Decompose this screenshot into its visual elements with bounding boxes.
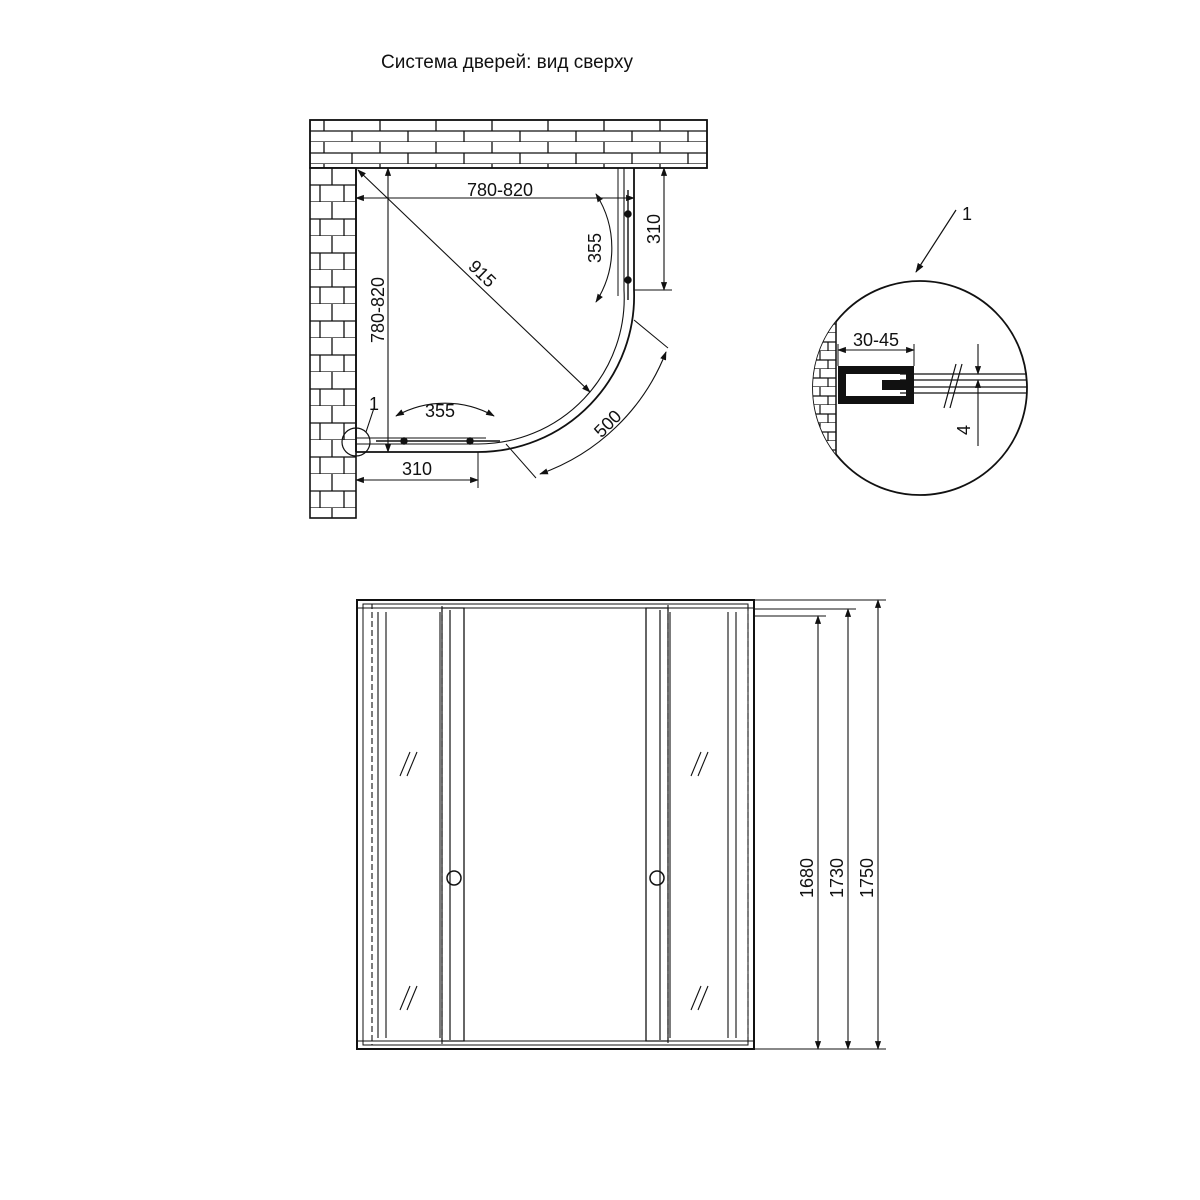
sliding-door-right <box>646 608 668 1041</box>
dim-width-label: 780-820 <box>466 180 534 200</box>
callout-top-view-label: 1 <box>368 394 380 414</box>
diagram-title: Система дверей: вид сверху <box>380 52 633 73</box>
top-wall <box>310 120 707 168</box>
dim-height-total-label: 1750 <box>857 857 877 899</box>
sliding-door-left <box>442 608 464 1041</box>
dim-height-inner <box>797 616 818 1049</box>
dim-height-inner-label: 1680 <box>797 857 817 899</box>
dim-fixed-bottom <box>356 452 478 488</box>
dim-door-arc-top <box>585 194 612 302</box>
dim-fixed-bottom-label: 310 <box>401 459 433 479</box>
wall-profile <box>838 366 914 404</box>
top-view <box>310 120 707 518</box>
dim-door-arc-bottom-label: 355 <box>424 401 456 421</box>
left-wall <box>310 168 356 518</box>
dim-diagonal <box>358 170 590 392</box>
profile-detail <box>800 204 1030 500</box>
dim-width <box>356 180 634 200</box>
dim-height-frame-label: 1730 <box>827 857 847 899</box>
dim-door-arc-top-label: 355 <box>585 232 605 264</box>
shower-enclosure-outline <box>356 168 634 452</box>
left-fixed-panel <box>372 604 442 1045</box>
dim-height-frame <box>827 609 848 1049</box>
dim-arc-length <box>506 320 668 478</box>
dim-fixed-right <box>634 168 672 290</box>
dim-arc-length-label: 500 <box>590 406 626 442</box>
dim-height-total <box>857 600 878 1049</box>
dim-wall-adjust-label: 30-45 <box>852 330 900 350</box>
front-view <box>357 600 886 1049</box>
right-fixed-panel <box>668 604 748 1045</box>
sliding-doors <box>376 190 631 444</box>
dim-depth-label: 780-820 <box>368 276 388 344</box>
door-handle-right <box>650 871 664 885</box>
dim-fixed-right-label: 310 <box>644 213 664 245</box>
callout-detail-label: 1 <box>962 204 973 224</box>
door-handle-left <box>447 871 461 885</box>
dim-glass-thickness-label: 4 <box>954 424 974 436</box>
dim-door-arc-bottom <box>396 401 494 421</box>
dim-diagonal-label: 915 <box>464 256 500 292</box>
